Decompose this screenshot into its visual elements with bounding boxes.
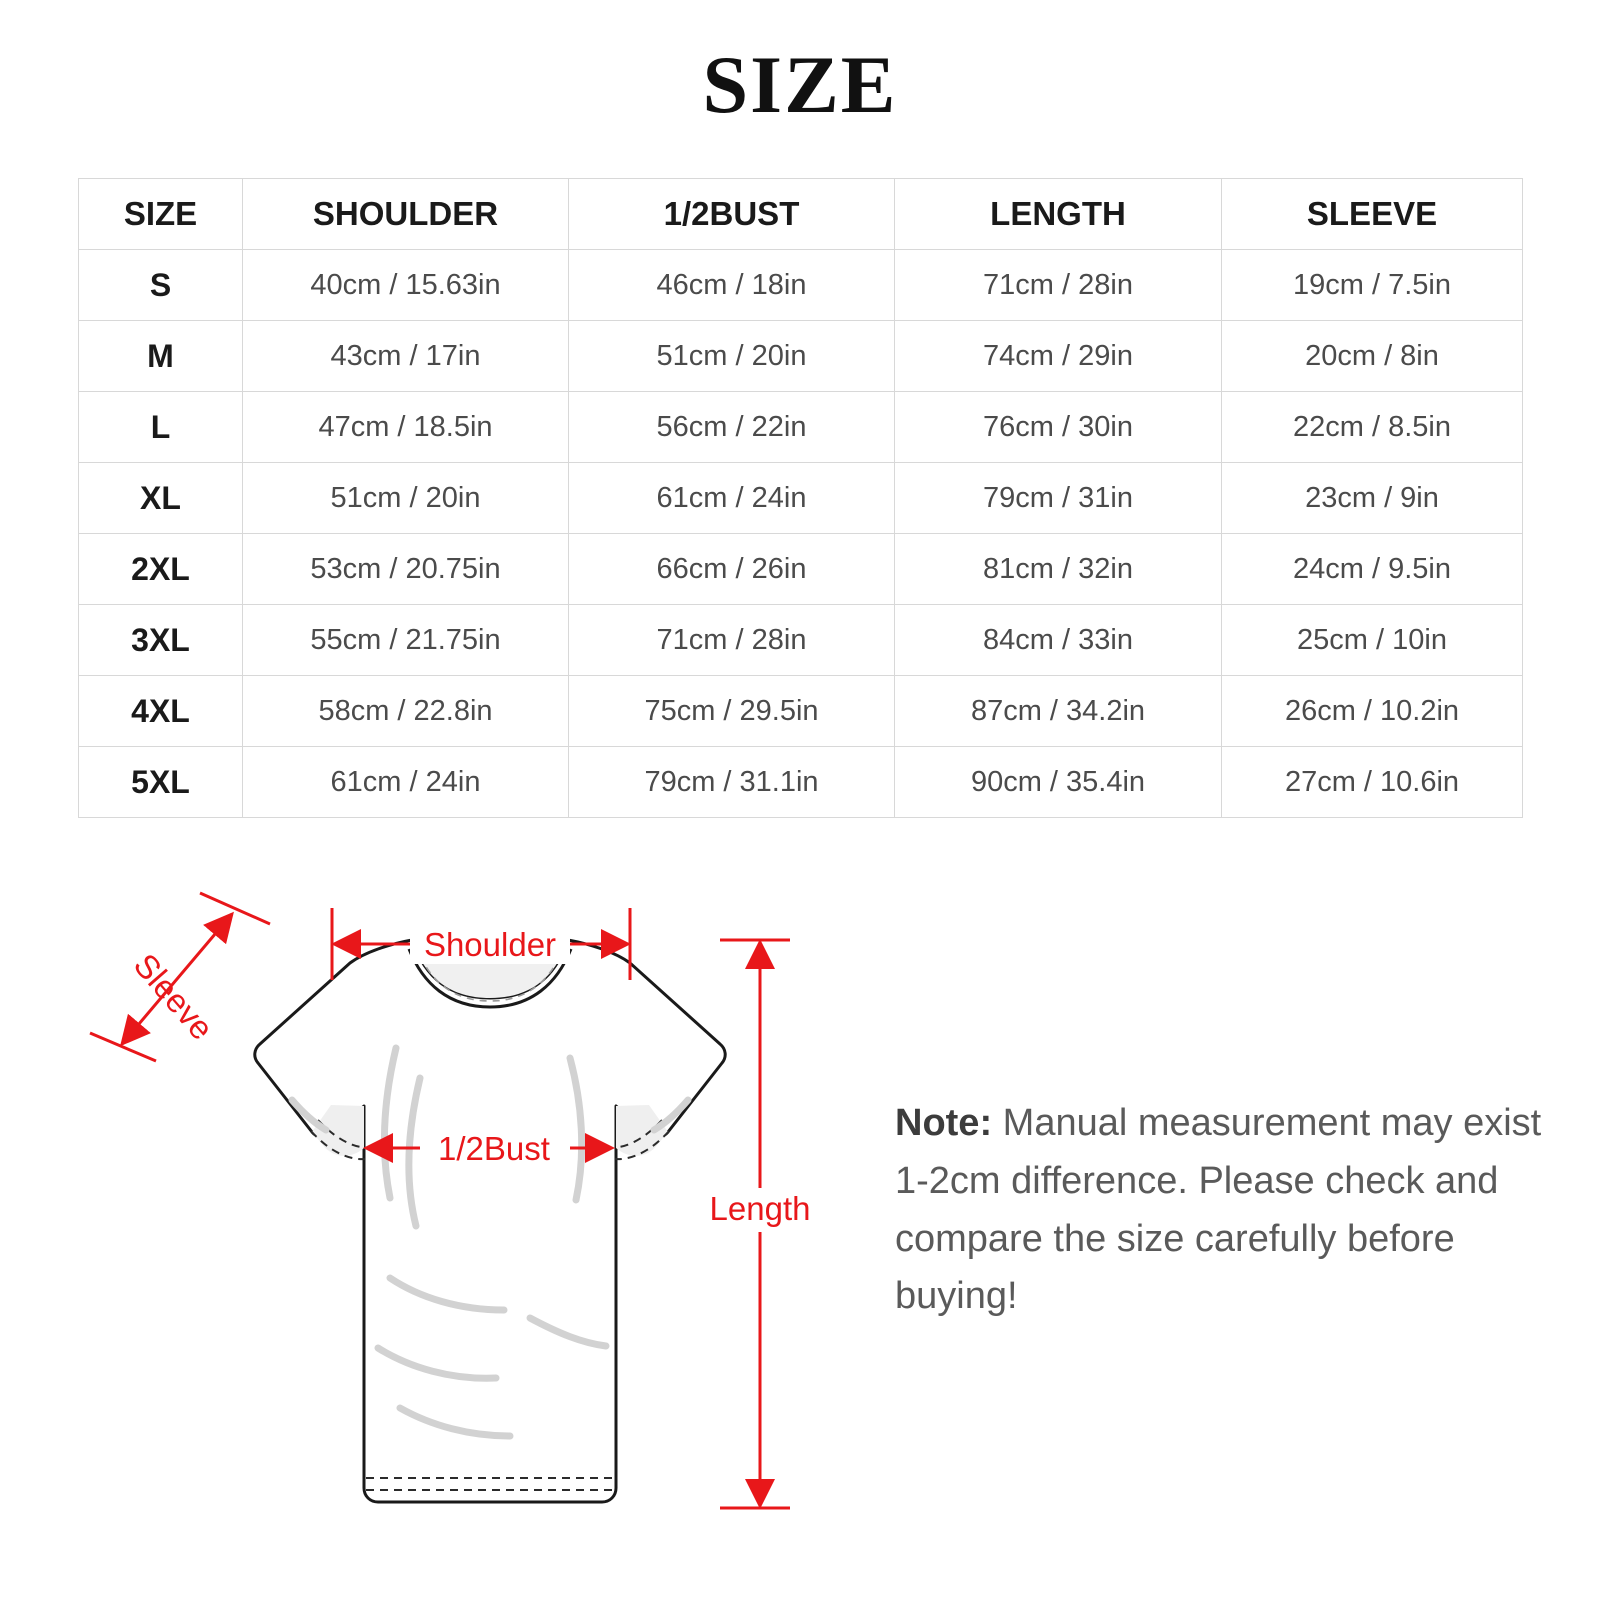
table-row: [79, 321, 1523, 392]
cell-shoulder: 58cm / 22.8in: [243, 676, 569, 747]
table-header-row: [79, 179, 1523, 250]
note-text: Manual measurement may exist 1-2cm difference. Please check and compare the size carefully before buying!: [895, 1102, 1542, 1318]
cell-bust: 56cm / 22in: [569, 392, 895, 463]
cell-bust: 71cm / 28in: [569, 605, 895, 676]
table-row: [79, 534, 1523, 605]
cell-length: 71cm / 28in: [895, 250, 1222, 321]
label-length: Length: [709, 1190, 811, 1227]
table-row: [79, 747, 1523, 818]
cell-bust: 51cm / 20in: [569, 321, 895, 392]
cell-sleeve: 25cm / 10in: [1222, 605, 1523, 676]
cell-length: 84cm / 33in: [895, 605, 1222, 676]
cell-sleeve: 24cm / 9.5in: [1222, 534, 1523, 605]
cell-sleeve: 26cm / 10.2in: [1222, 676, 1523, 747]
cell-size: M: [79, 321, 243, 392]
cell-bust: 61cm / 24in: [569, 463, 895, 534]
column-header-bust: 1/2BUST: [569, 179, 895, 250]
size-chart-table: [78, 178, 1523, 818]
cell-shoulder: 53cm / 20.75in: [243, 534, 569, 605]
measurement-diagram: [60, 848, 860, 1568]
cell-size: 5XL: [79, 747, 243, 818]
cell-length: 76cm / 30in: [895, 392, 1222, 463]
column-header-length: LENGTH: [895, 179, 1222, 250]
cell-size: S: [79, 250, 243, 321]
cell-bust: 79cm / 31.1in: [569, 747, 895, 818]
cell-sleeve: 27cm / 10.6in: [1222, 747, 1523, 818]
cell-size: XL: [79, 463, 243, 534]
column-header-size: SIZE: [79, 179, 243, 250]
page-title: SIZE: [702, 39, 898, 130]
cell-length: 90cm / 35.4in: [895, 747, 1222, 818]
cell-bust: 66cm / 26in: [569, 534, 895, 605]
cell-length: 81cm / 32in: [895, 534, 1222, 605]
cell-shoulder: 51cm / 20in: [243, 463, 569, 534]
cell-length: 74cm / 29in: [895, 321, 1222, 392]
label-sleeve: Sleeve: [126, 946, 221, 1047]
table-row: [79, 392, 1523, 463]
table-row: [79, 250, 1523, 321]
tshirt-illustration: [255, 934, 725, 1502]
measurement-note: [895, 1095, 1545, 1326]
cell-shoulder: 47cm / 18.5in: [243, 392, 569, 463]
cell-size: L: [79, 392, 243, 463]
cell-bust: 46cm / 18in: [569, 250, 895, 321]
cell-length: 87cm / 34.2in: [895, 676, 1222, 747]
cell-shoulder: 61cm / 24in: [243, 747, 569, 818]
cell-sleeve: 23cm / 9in: [1222, 463, 1523, 534]
label-bust: 1/2Bust: [438, 1130, 550, 1167]
table-row: [79, 463, 1523, 534]
cell-shoulder: 55cm / 21.75in: [243, 605, 569, 676]
cell-size: 2XL: [79, 534, 243, 605]
table-row: [79, 676, 1523, 747]
cell-bust: 75cm / 29.5in: [569, 676, 895, 747]
column-header-shoulder: SHOULDER: [243, 179, 569, 250]
cell-sleeve: 20cm / 8in: [1222, 321, 1523, 392]
cell-length: 79cm / 31in: [895, 463, 1222, 534]
cell-size: 3XL: [79, 605, 243, 676]
cell-sleeve: 19cm / 7.5in: [1222, 250, 1523, 321]
note-label: Note:: [895, 1102, 993, 1144]
cell-shoulder: 40cm / 15.63in: [243, 250, 569, 321]
cell-sleeve: 22cm / 8.5in: [1222, 392, 1523, 463]
table-row: [79, 605, 1523, 676]
cell-shoulder: 43cm / 17in: [243, 321, 569, 392]
column-header-sleeve: SLEEVE: [1222, 179, 1523, 250]
label-shoulder: Shoulder: [423, 926, 557, 963]
cell-size: 4XL: [79, 676, 243, 747]
